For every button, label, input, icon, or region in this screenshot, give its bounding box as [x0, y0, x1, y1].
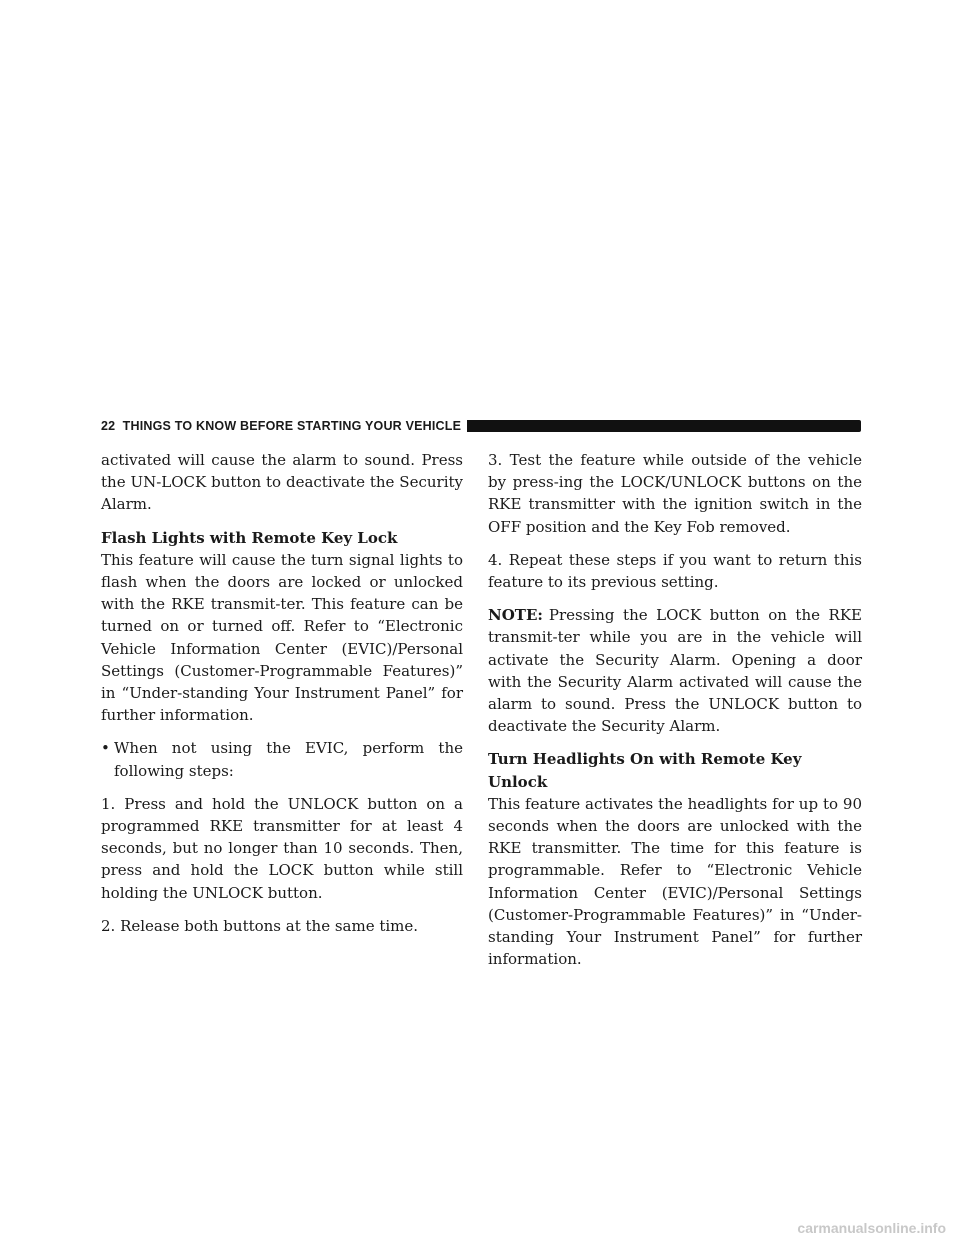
note-text: Pressing the LOCK button on the RKE transmit-ter while you are in the vehicle will activate the Security Alarm. Opening a door with the Security Alarm activated will cause the alarm to sound. Press the UNLOCK button to deactivate the Security Alarm.: [488, 606, 862, 736]
step-1-paragraph: 1. Press and hold the UNLOCK button on a programmed RKE transmitter for at least 4 seconds, but no longer than 10 seconds. Then, press and hold the LOCK button while still holding the UNLOCK button.: [101, 794, 463, 902]
note-label: NOTE:: [488, 606, 543, 625]
bullet-mark-icon: •: [101, 739, 110, 758]
flash-lights-paragraph: This feature will cause the turn signal lights to flash when the doors are locked or unlocked with the RKE transmit-ter. This feature can be turned on or turned off. Refer to “Electronic Vehicle Information Center (EVIC)/Personal Settings (Customer-Programmable Features)” in “Under-standing Your Instrument Panel” for further information.: [101, 550, 463, 725]
intro-paragraph: activated will cause the alarm to sound. Press the UN-LOCK button to deactivate the Security Alarm.: [101, 451, 463, 514]
headlights-heading: Turn Headlights On with Remote Key Unlock: [488, 750, 802, 791]
page-header: [101, 417, 861, 435]
watermark-text: carmanualsonline.info: [797, 1220, 946, 1236]
headlights-paragraph: This feature activates the headlights for up to 90 seconds when the doors are unlocked with the RKE transmitter. The time for this feature is programmable. Refer to “Electronic Vehicle Information Center (EVIC)/Personal Settings (Customer-Programmable Features)” in “Under-standing Your Instrument Panel” for further information.: [488, 794, 862, 969]
page-number: 22: [101, 419, 116, 433]
right-column: [488, 449, 862, 981]
flash-lights-heading: Flash Lights with Remote Key Lock: [101, 528, 398, 547]
left-column: [101, 449, 463, 948]
header-text: [101, 417, 461, 435]
bullet-text: When not using the EVIC, perform the following steps:: [114, 739, 463, 780]
step-3-paragraph: 3. Test the feature while outside of the vehicle by press-ing the LOCK/UNLOCK buttons on the RKE transmitter with the ignition switch in the OFF position and the Key Fob removed.: [488, 451, 862, 536]
header-rule-bar: [467, 420, 861, 432]
evic-bullet-item: [101, 737, 463, 781]
step-2-paragraph: 2. Release both buttons at the same time.: [101, 916, 419, 935]
step-4-paragraph: 4. Repeat these steps if you want to return this feature to its previous setting.: [488, 550, 862, 592]
section-title: THINGS TO KNOW BEFORE STARTING YOUR VEHICLE: [122, 419, 462, 433]
note-paragraph: [488, 604, 862, 737]
